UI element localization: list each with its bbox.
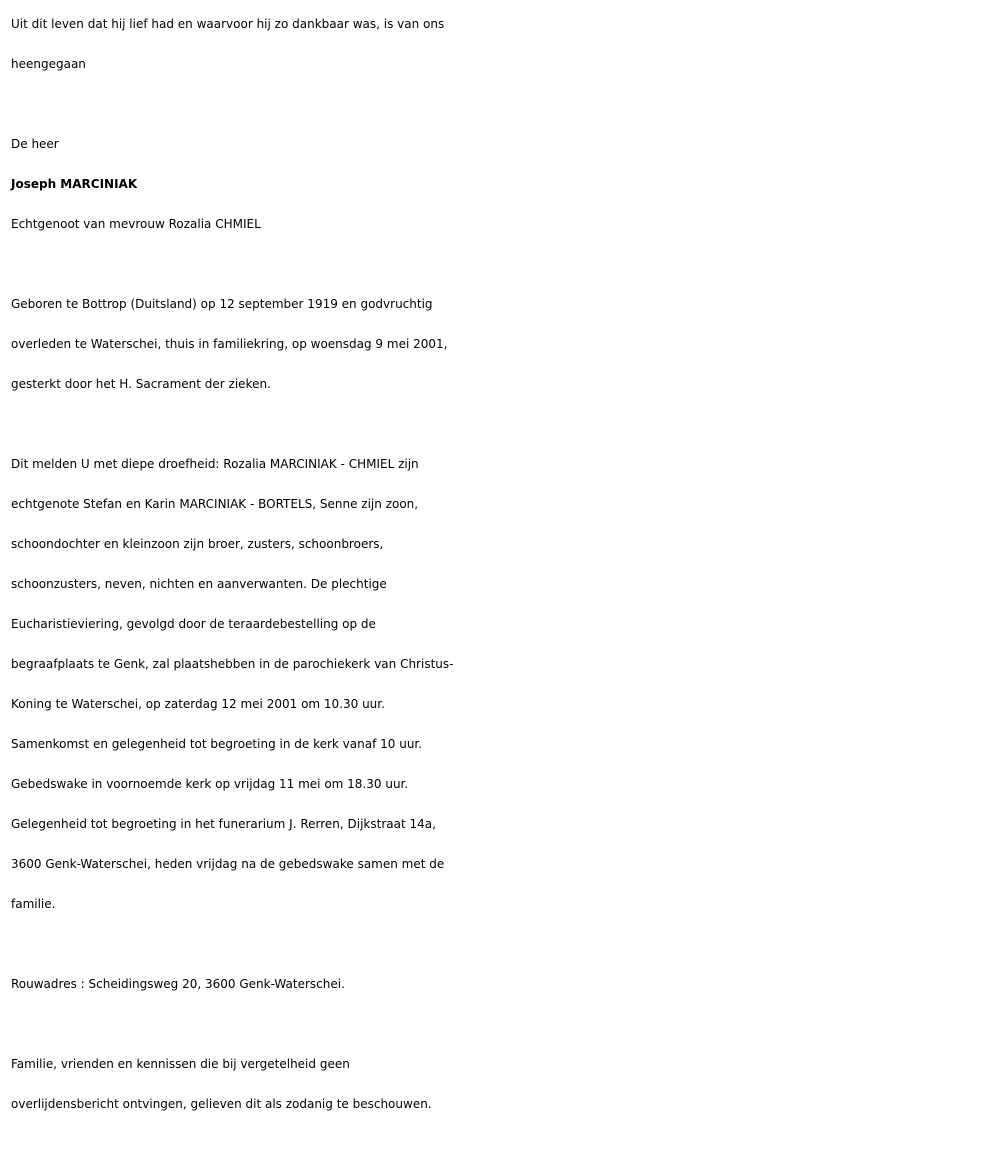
intro-line: heengegaan — [11, 57, 86, 71]
deceased-name: Joseph MARCINIAK — [11, 177, 138, 191]
blank-line — [11, 1004, 1000, 1044]
closing-paragraph — [11, 1044, 1000, 1124]
birth-death-line: Geboren te Bottrop (Duitsland) op 12 september 1919 en godvruchtig — [11, 297, 433, 311]
intro-paragraph — [11, 4, 1000, 84]
announcement-line: Koning te Waterschei, op zaterdag 12 mei 2001 om 10.30 uur. — [11, 697, 385, 711]
birth-death-line: overleden te Waterschei, thuis in familiekring, op woensdag 9 mei 2001, — [11, 337, 448, 351]
announcement-line: schoondochter en kleinzoon zijn broer, zusters, schoonbroers, — [11, 537, 384, 551]
announcement-line: begraafplaats te Genk, zal plaatshebben in de parochiekerk van Christus- — [11, 657, 454, 671]
birth-death-line: gesterkt door het H. Sacrament der zieken. — [11, 377, 271, 391]
announcement-line: Dit melden U met diepe droefheid: Rozalia MARCINIAK - CHMIEL zijn — [11, 457, 419, 471]
intro-line: Uit dit leven dat hij lief had en waarvoor hij zo dankbaar was, is van ons — [11, 17, 445, 31]
announcement-line: familie. — [11, 897, 56, 911]
announcement-line: Gebedswake in voornoemde kerk op vrijdag 11 mei om 18.30 uur. — [11, 777, 409, 791]
closing-line: Familie, vrienden en kennissen die bij vergetelheid geen — [11, 1057, 350, 1071]
blank-line — [11, 244, 1000, 284]
announcement-paragraph — [11, 444, 1000, 924]
blank-line — [11, 404, 1000, 444]
mourning-address: Rouwadres : Scheidingsweg 20, 3600 Genk-Waterschei. — [11, 977, 345, 991]
announcement-line: echtgenote Stefan en Karin MARCINIAK - BORTELS, Senne zijn zoon, — [11, 497, 419, 511]
closing-line: overlijdensbericht ontvingen, gelieven dit als zodanig te beschouwen. — [11, 1097, 432, 1111]
announcement-line: Eucharistieviering, gevolgd door de teraardebestelling op de — [11, 617, 376, 631]
announcement-line: 3600 Genk-Waterschei, heden vrijdag na de gebedswake samen met de — [11, 857, 445, 871]
announcement-line: schoonzusters, neven, nichten en aanverwanten. De plechtige — [11, 577, 387, 591]
blank-line — [11, 924, 1000, 964]
spouse-line: Echtgenoot van mevrouw Rozalia CHMIEL — [11, 217, 261, 231]
birth-death-paragraph — [11, 284, 1000, 404]
announcement-line: Gelegenheid tot begroeting in het funerarium J. Rerren, Dijkstraat 14a, — [11, 817, 436, 831]
announcement-line: Samenkomst en gelegenheid tot begroeting in de kerk vanaf 10 uur. — [11, 737, 423, 751]
salutation: De heer — [11, 137, 59, 151]
blank-line — [11, 84, 1000, 124]
